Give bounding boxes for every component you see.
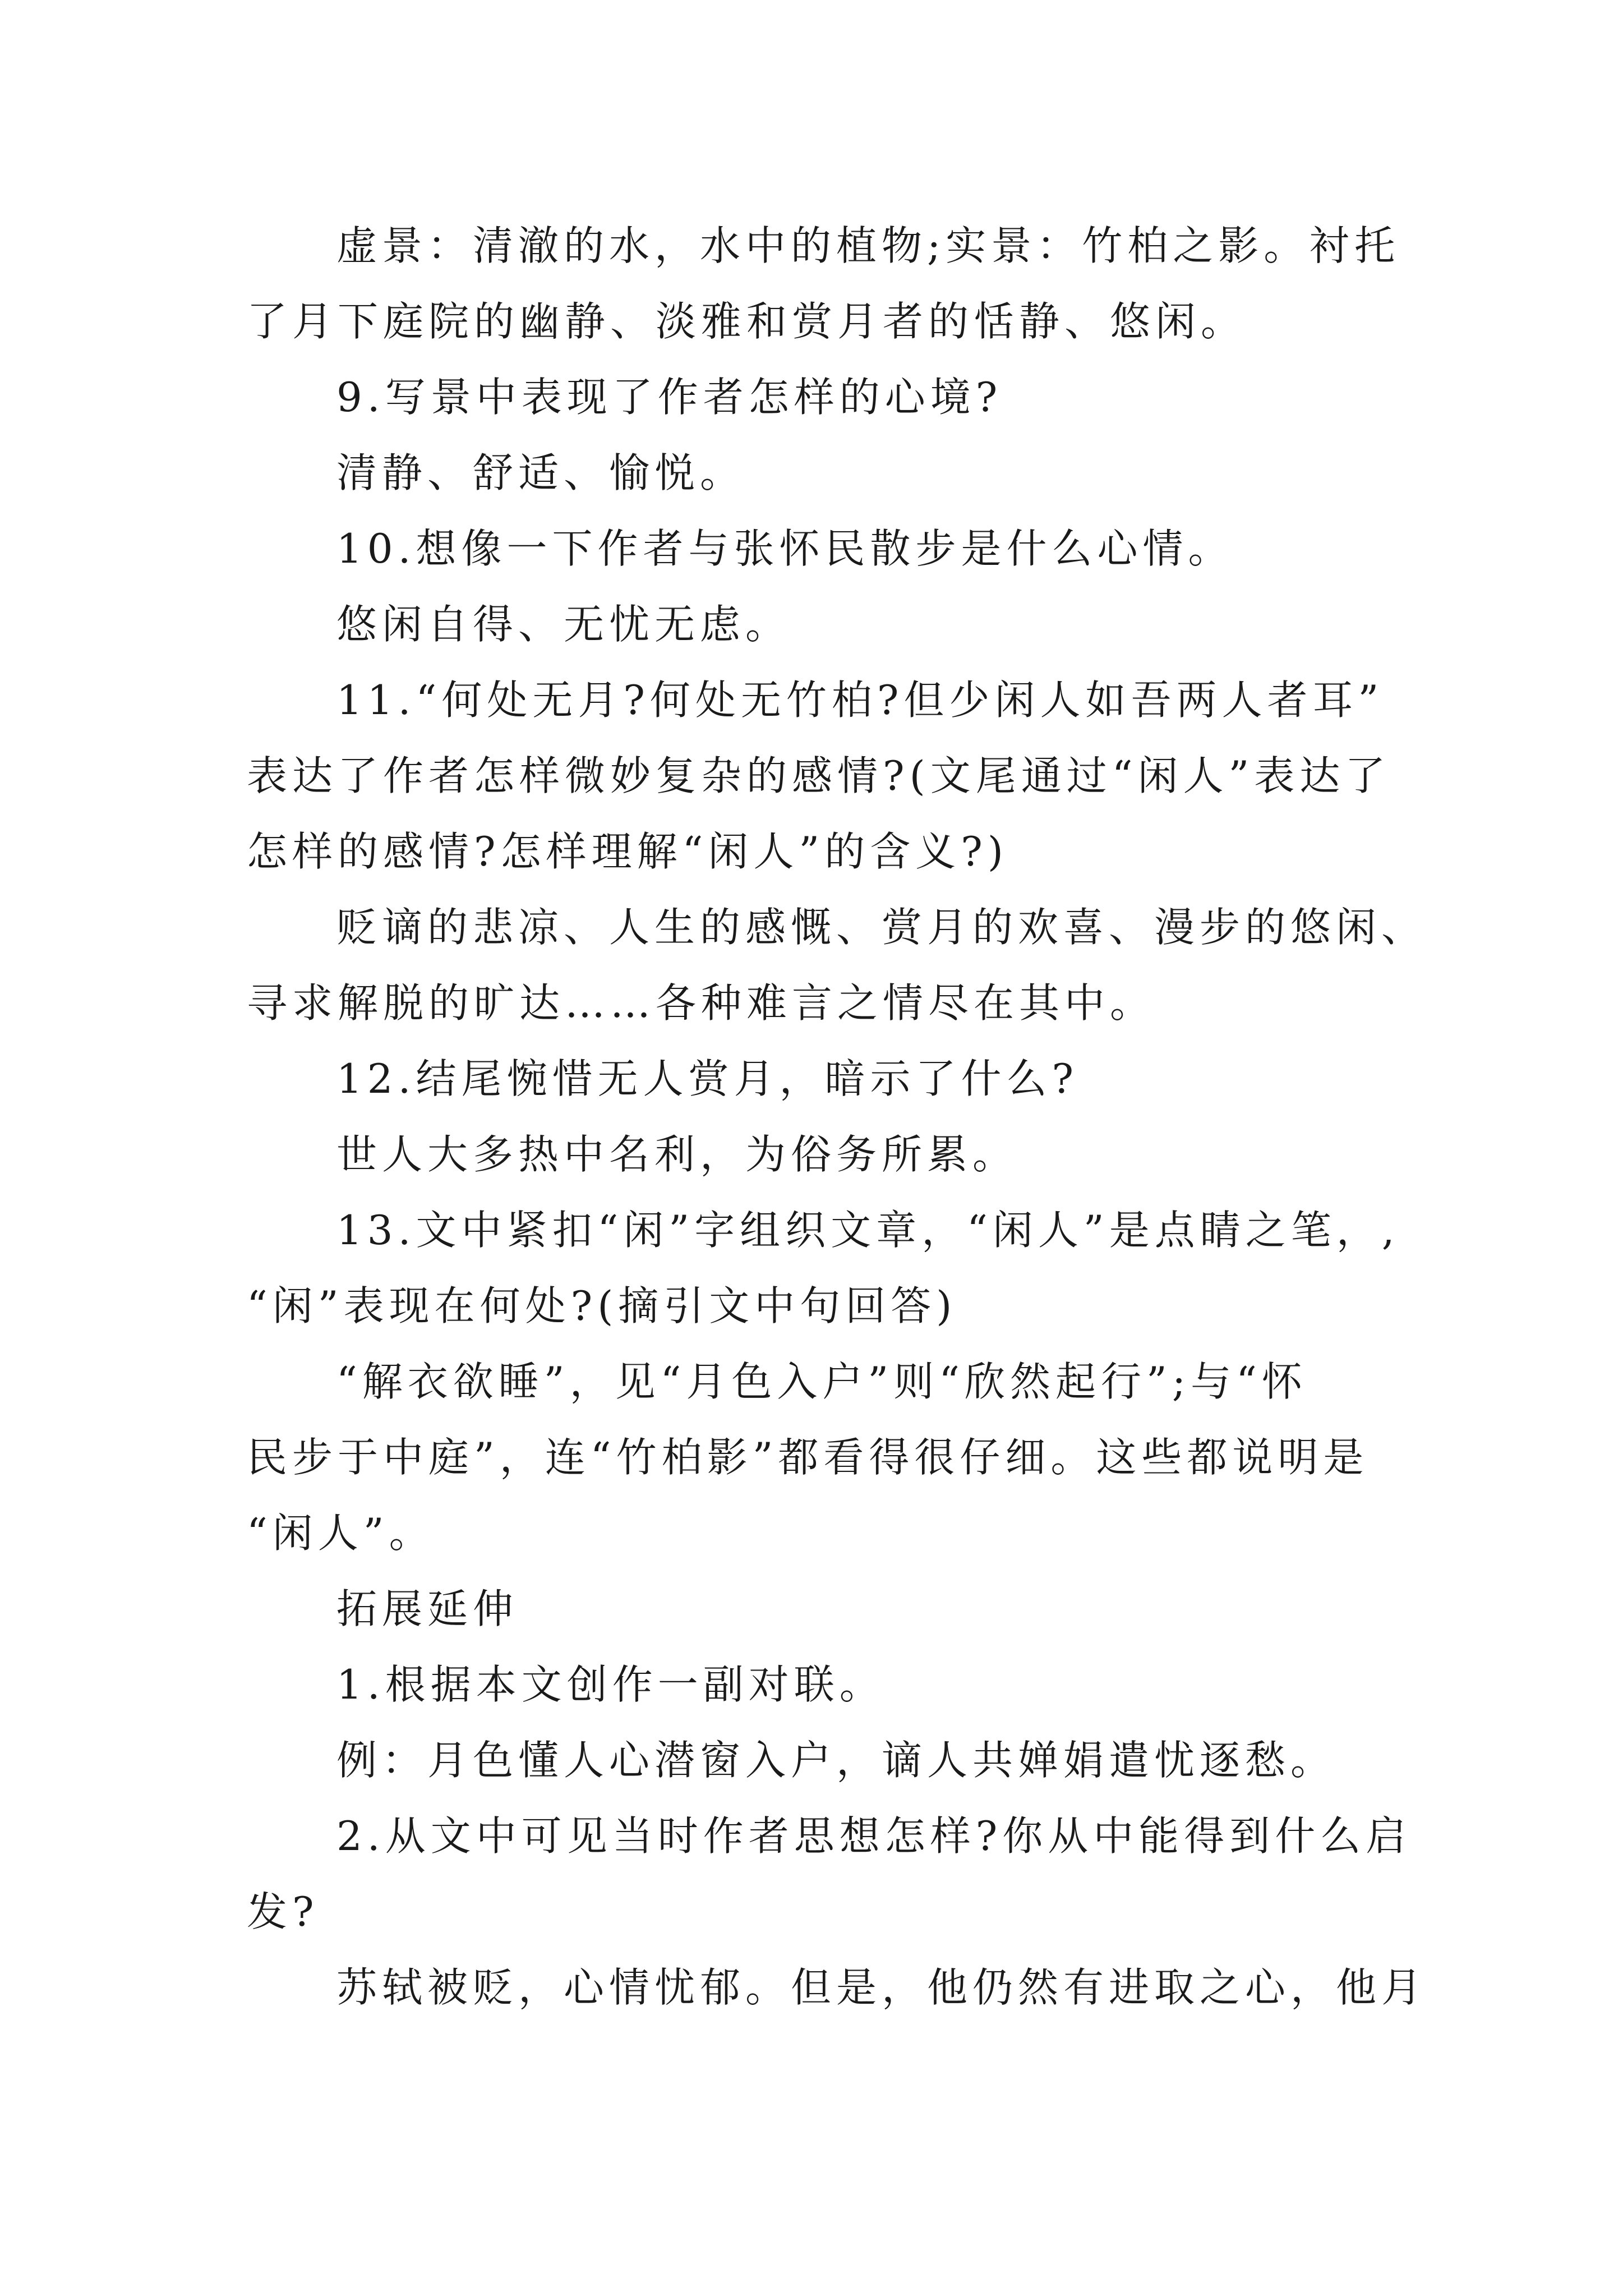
text-line: 怎样的感情?怎样理解“闲人”的含义?) (247, 828, 1008, 875)
text-line: 苏轼被贬，心情忧郁。但是，他仍然有进取之心，他月 (336, 1964, 1427, 2011)
text-line: 12.结尾惋惜无人赏月，暗示了什么? (336, 1055, 1079, 1102)
text-line: 贬谪的悲凉、人生的感慨、赏月的欢喜、漫步的悠闲、 (336, 904, 1427, 951)
text-line: “闲”表现在何处?(摘引文中句回答) (247, 1282, 957, 1329)
text-line: 发? (247, 1888, 319, 1935)
text-line: 清静、舒适、愉悦。 (336, 449, 746, 496)
text-line: 寻求解脱的旷达……各种难言之情尽在其中。 (247, 979, 1156, 1027)
text-line: “解衣欲睡”，见“月色入户”则“欣然起行”;与“怀 (336, 1358, 1307, 1405)
section-heading: 拓展延伸 (336, 1585, 519, 1632)
text-line: 1.根据本文创作一副对联。 (336, 1661, 885, 1708)
text-line: 例：月色懂人心潜窗入户，谪人共婵娟遣忧逐愁。 (336, 1737, 1336, 1784)
text-line: 11.“何处无月?何处无竹柏?但少闲人如吾两人者耳” (336, 677, 1384, 724)
text-line: 2.从文中可见当时作者思想怎样?你从中能得到什么启 (336, 1812, 1412, 1860)
text-line: 民步于中庭”，连“竹柏影”都看得很仔细。这些都说明是 (247, 1434, 1369, 1481)
text-line: 表达了作者怎样微妙复杂的感情?(文尾通过“闲人”表达了 (247, 752, 1391, 799)
text-line: 悠闲自得、无忧无虑。 (336, 601, 791, 648)
text-line: 13.文中紧扣“闲”字组织文章，“闲人”是点睛之笔，, (336, 1207, 1400, 1254)
text-line: 虚景：清澈的水，水中的植物;实景：竹柏之影。衬托 (336, 222, 1400, 269)
text-line: 9.写景中表现了作者怎样的心境? (336, 374, 1003, 421)
text-line: 世人大多热中名利，为俗务所累。 (336, 1131, 1018, 1178)
text-line: “闲人”。 (247, 1510, 435, 1557)
text-line: 10.想像一下作者与张怀民散步是什么心情。 (336, 525, 1234, 572)
text-line: 了月下庭院的幽静、淡雅和赏月者的恬静、悠闲。 (247, 298, 1247, 345)
